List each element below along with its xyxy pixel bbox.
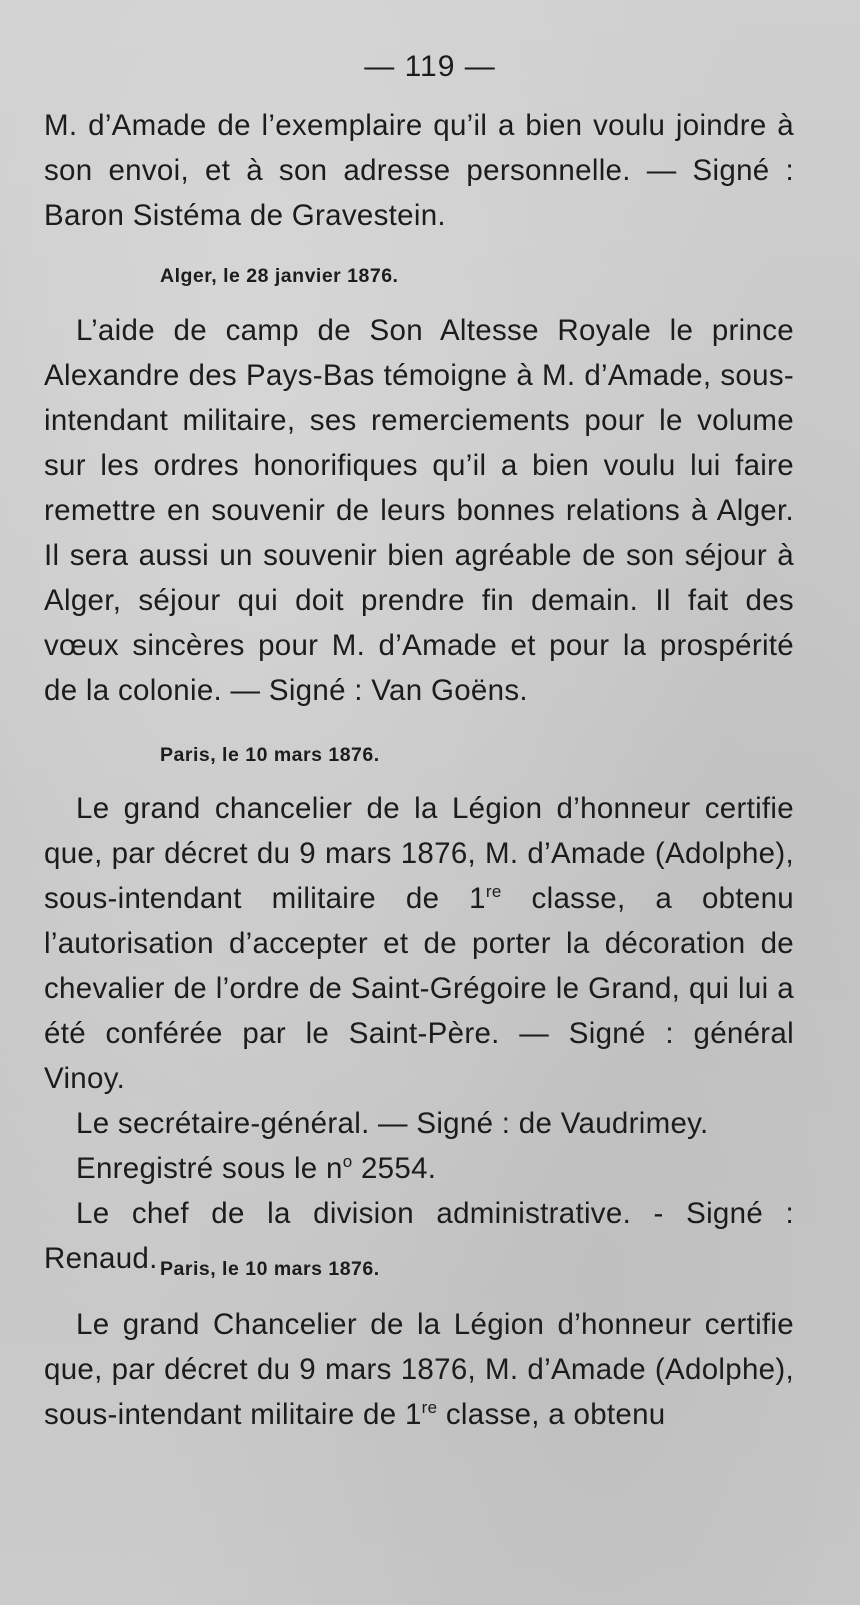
dateline: Paris, le 10 mars 1876. — [160, 1258, 380, 1280]
superscript: re — [421, 1398, 438, 1418]
paragraph-text: 2554. — [352, 1152, 437, 1185]
paragraph: M. d’Amade de l’exemplaire qu’il a bien voulu joindre à son envoi, et à son adresse personnelle. — Signé : Baron Sistéma de Gravestein. — [44, 109, 794, 232]
dateline: Alger, le 28 janvier 1876. — [160, 265, 399, 287]
paragraph — [44, 786, 794, 1101]
entry-dateline-paris-2 — [44, 1257, 794, 1281]
paragraph-text: classe, a obtenu — [437, 1398, 666, 1431]
paragraph: Le chef de la division administrative. - Signé : Renaud. — [44, 1197, 794, 1275]
entry-certificate-vinoy — [44, 786, 794, 1281]
entry-certificate-grand-chancelier — [44, 1302, 794, 1437]
entry-dateline-paris-1 — [44, 743, 794, 767]
paragraph-text: Le grand Chancelier de la Légion d’honneur certifie que, par décret du 9 mars 1876, M. d’Amade (Adolphe), sous-intendant militaire de 1 — [44, 1308, 794, 1431]
paragraph-text: Le grand chancelier de la Légion d’honneur certifie que, par décret du 9 mars 1876, M. d’Amade (Adolphe), sous-intendant militaire de 1 — [44, 792, 794, 915]
paragraph-text: Enregistré sous le n — [76, 1152, 343, 1185]
paragraph: L’aide de camp de Son Altesse Royale le prince Alexandre des Pays-Bas témoigne à M. d’Amade, sous-intendant militaire, ses remerciements pour le volume sur les ordres honorifiques qu’il a bien voulu lui faire remettre en souvenir de leurs bonnes relations à Alger. Il sera aussi un souvenir bien agréable de son séjour à Alger, séjour qui doit prendre fin demain. Il fait des vœux sincères pour M. d’Amade et pour la prospérité de la colonie. — Signé : Van Goëns. — [44, 314, 794, 707]
superscript: o — [342, 1152, 353, 1172]
paragraph: Le secrétaire-général. — Signé : de Vaudrimey. — [76, 1107, 709, 1140]
entry-dateline-alger — [44, 264, 794, 288]
superscript: re — [485, 882, 502, 902]
entry-continuation — [44, 103, 794, 238]
page-number: — 119 — — [364, 50, 496, 83]
paragraph-text: classe, a obtenu l’autorisation d’accepter et de porter la décoration de chevalier de l’ordre de Saint-Grégoire le Grand, qui lui a été conférée par le Saint-Père. — Signé : général Vinoy. — [44, 882, 795, 1095]
paragraph — [44, 1146, 794, 1191]
dateline: Paris, le 10 mars 1876. — [160, 744, 380, 766]
paragraph — [44, 1302, 794, 1437]
entry-letter-van-goens — [44, 308, 794, 713]
